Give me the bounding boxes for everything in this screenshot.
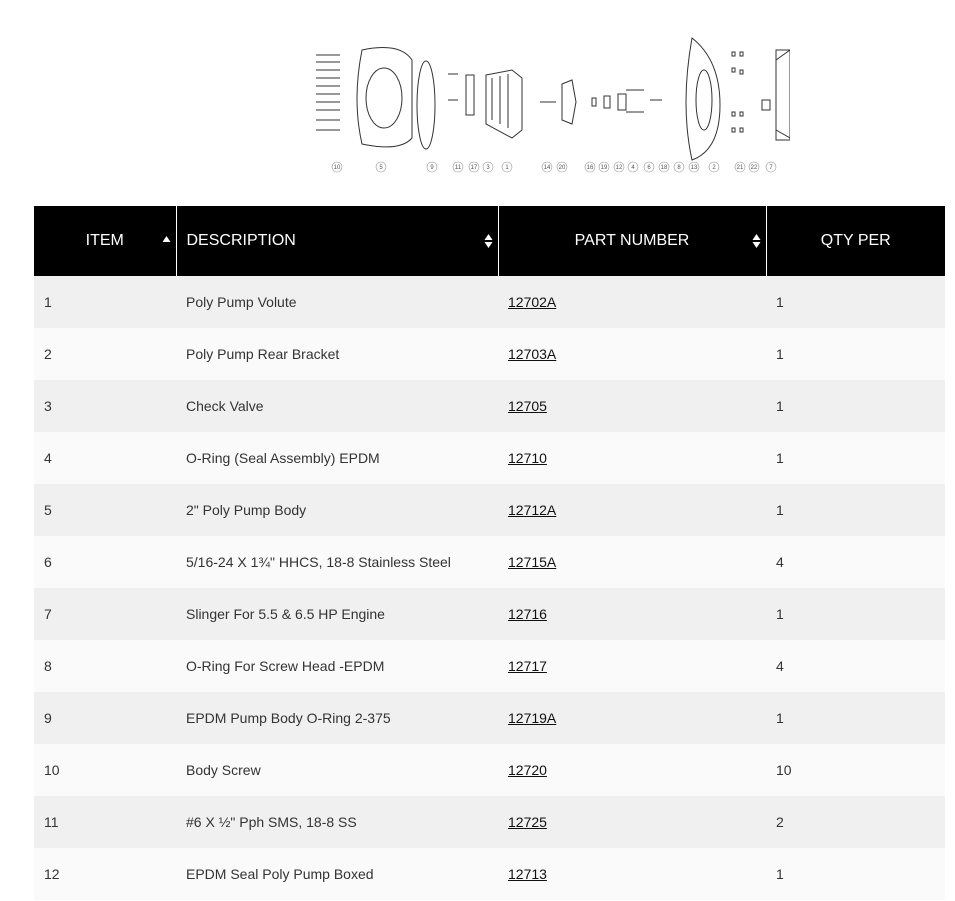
part-number-cell <box>498 796 766 848</box>
table-header-row <box>34 206 945 276</box>
part-number-cell <box>498 328 766 380</box>
description-cell: EPDM Pump Body O-Ring 2-375 <box>176 692 498 744</box>
volute <box>486 70 522 138</box>
item-cell: 9 <box>34 692 176 744</box>
rear-bracket <box>686 38 720 160</box>
column-header-label: ITEM <box>85 232 124 249</box>
table-row <box>34 484 945 536</box>
callout-label: 11 <box>454 165 462 171</box>
part-number-link[interactable]: 12725 <box>508 814 547 830</box>
callout-label: 20 <box>558 165 566 171</box>
qty-cell: 1 <box>766 276 945 328</box>
table-row <box>34 692 945 744</box>
sort-both-icon <box>484 233 493 249</box>
callout-label: 13 <box>690 165 698 171</box>
item-cell: 5 <box>34 484 176 536</box>
impeller <box>562 80 576 124</box>
exploded-parts-diagram <box>300 20 790 180</box>
table-row <box>34 848 945 900</box>
column-header-label: DESCRIPTION <box>186 232 296 249</box>
engine <box>762 50 790 140</box>
table-row <box>34 744 945 796</box>
table-row <box>34 588 945 640</box>
part-number-cell <box>498 484 766 536</box>
qty-cell: 10 <box>766 744 945 796</box>
description-cell: Poly Pump Volute <box>176 276 498 328</box>
description-cell: EPDM Seal Poly Pump Boxed <box>176 848 498 900</box>
callout-label: 7 <box>769 165 773 171</box>
part-number-link[interactable]: 12716 <box>508 606 547 622</box>
callout-label: 12 <box>615 165 623 171</box>
description-cell: Body Screw <box>176 744 498 796</box>
part-number-cell <box>498 536 766 588</box>
description-cell: Check Valve <box>176 380 498 432</box>
part-number-link[interactable]: 12702A <box>508 294 557 310</box>
table-row <box>34 432 945 484</box>
callout-label: 17 <box>470 165 478 171</box>
description-cell: 5/16-24 X 1¾" HHCS, 18-8 Stainless Steel <box>176 536 498 588</box>
description-cell: 2" Poly Pump Body <box>176 484 498 536</box>
part-number-link[interactable]: 12710 <box>508 450 547 466</box>
description-cell: O-Ring For Screw Head -EPDM <box>176 640 498 692</box>
part-number-link[interactable]: 12717 <box>508 658 547 674</box>
part-number-link[interactable]: 12720 <box>508 762 547 778</box>
item-cell: 2 <box>34 328 176 380</box>
part-number-cell <box>498 276 766 328</box>
description-cell: Slinger For 5.5 & 6.5 HP Engine <box>176 588 498 640</box>
callout-label: 9 <box>430 165 434 171</box>
qty-cell: 1 <box>766 848 945 900</box>
body-screws <box>316 55 340 130</box>
parts-table <box>34 206 945 900</box>
item-cell: 7 <box>34 588 176 640</box>
part-number-cell <box>498 640 766 692</box>
column-header-qty-per[interactable] <box>766 206 945 276</box>
callout-label: 3 <box>486 165 490 171</box>
table-row <box>34 640 945 692</box>
callout-label: 5 <box>379 165 383 171</box>
qty-cell: 1 <box>766 692 945 744</box>
pump-exploded-view <box>300 20 790 180</box>
sort-both-icon <box>752 233 761 249</box>
description-cell: O-Ring (Seal Assembly) EPDM <box>176 432 498 484</box>
table-row <box>34 276 945 328</box>
item-cell: 3 <box>34 380 176 432</box>
callout-label: 6 <box>647 165 651 171</box>
column-header-item[interactable] <box>34 206 176 276</box>
item-cell: 1 <box>34 276 176 328</box>
part-number-cell <box>498 692 766 744</box>
callout-label: 1 <box>505 165 509 171</box>
callout-label: 2 <box>712 165 716 171</box>
table-row <box>34 536 945 588</box>
part-number-cell <box>498 432 766 484</box>
part-number-link[interactable]: 12719A <box>508 710 557 726</box>
callout-label: 16 <box>586 165 594 171</box>
column-header-label: PART NUMBER <box>574 232 690 249</box>
qty-cell: 1 <box>766 432 945 484</box>
part-number-link[interactable]: 12713 <box>508 866 547 882</box>
part-number-cell <box>498 848 766 900</box>
qty-cell: 2 <box>766 796 945 848</box>
callout-label: 19 <box>600 165 608 171</box>
table-row <box>34 796 945 848</box>
callout-label: 14 <box>543 165 551 171</box>
qty-cell: 1 <box>766 380 945 432</box>
part-number-link[interactable]: 12715A <box>508 554 557 570</box>
item-cell: 12 <box>34 848 176 900</box>
column-header-part-number[interactable] <box>498 206 766 276</box>
qty-cell: 1 <box>766 588 945 640</box>
description-cell: #6 X ½" Pph SMS, 18-8 SS <box>176 796 498 848</box>
part-number-link[interactable]: 12703A <box>508 346 557 362</box>
diagram-callouts <box>332 162 776 172</box>
item-cell: 6 <box>34 536 176 588</box>
qty-cell: 4 <box>766 536 945 588</box>
column-header-label: QTY PER <box>820 232 891 249</box>
callout-label: 18 <box>660 165 668 171</box>
pump-body-o-ring <box>417 61 435 149</box>
table-row <box>34 380 945 432</box>
item-cell: 4 <box>34 432 176 484</box>
item-cell: 8 <box>34 640 176 692</box>
item-cell: 11 <box>34 796 176 848</box>
callout-label: 8 <box>677 165 681 171</box>
description-cell: Poly Pump Rear Bracket <box>176 328 498 380</box>
part-number-cell <box>498 588 766 640</box>
pump-body <box>357 48 412 147</box>
qty-cell: 1 <box>766 328 945 380</box>
part-number-cell <box>498 744 766 796</box>
callout-label: 22 <box>750 165 758 171</box>
parts-table-container <box>34 206 945 900</box>
part-number-link[interactable]: 12712A <box>508 502 557 518</box>
bracket-hardware <box>732 52 743 132</box>
callout-label: 10 <box>333 165 341 171</box>
qty-cell: 4 <box>766 640 945 692</box>
sort-ascending-icon <box>162 233 171 249</box>
callout-label: 4 <box>631 165 635 171</box>
item-cell: 10 <box>34 744 176 796</box>
parts-table-body <box>34 276 945 900</box>
column-header-description[interactable] <box>176 206 498 276</box>
callout-label: 21 <box>736 165 744 171</box>
part-number-cell <box>498 380 766 432</box>
table-row <box>34 328 945 380</box>
part-number-link[interactable]: 12705 <box>508 398 547 414</box>
qty-cell: 1 <box>766 484 945 536</box>
